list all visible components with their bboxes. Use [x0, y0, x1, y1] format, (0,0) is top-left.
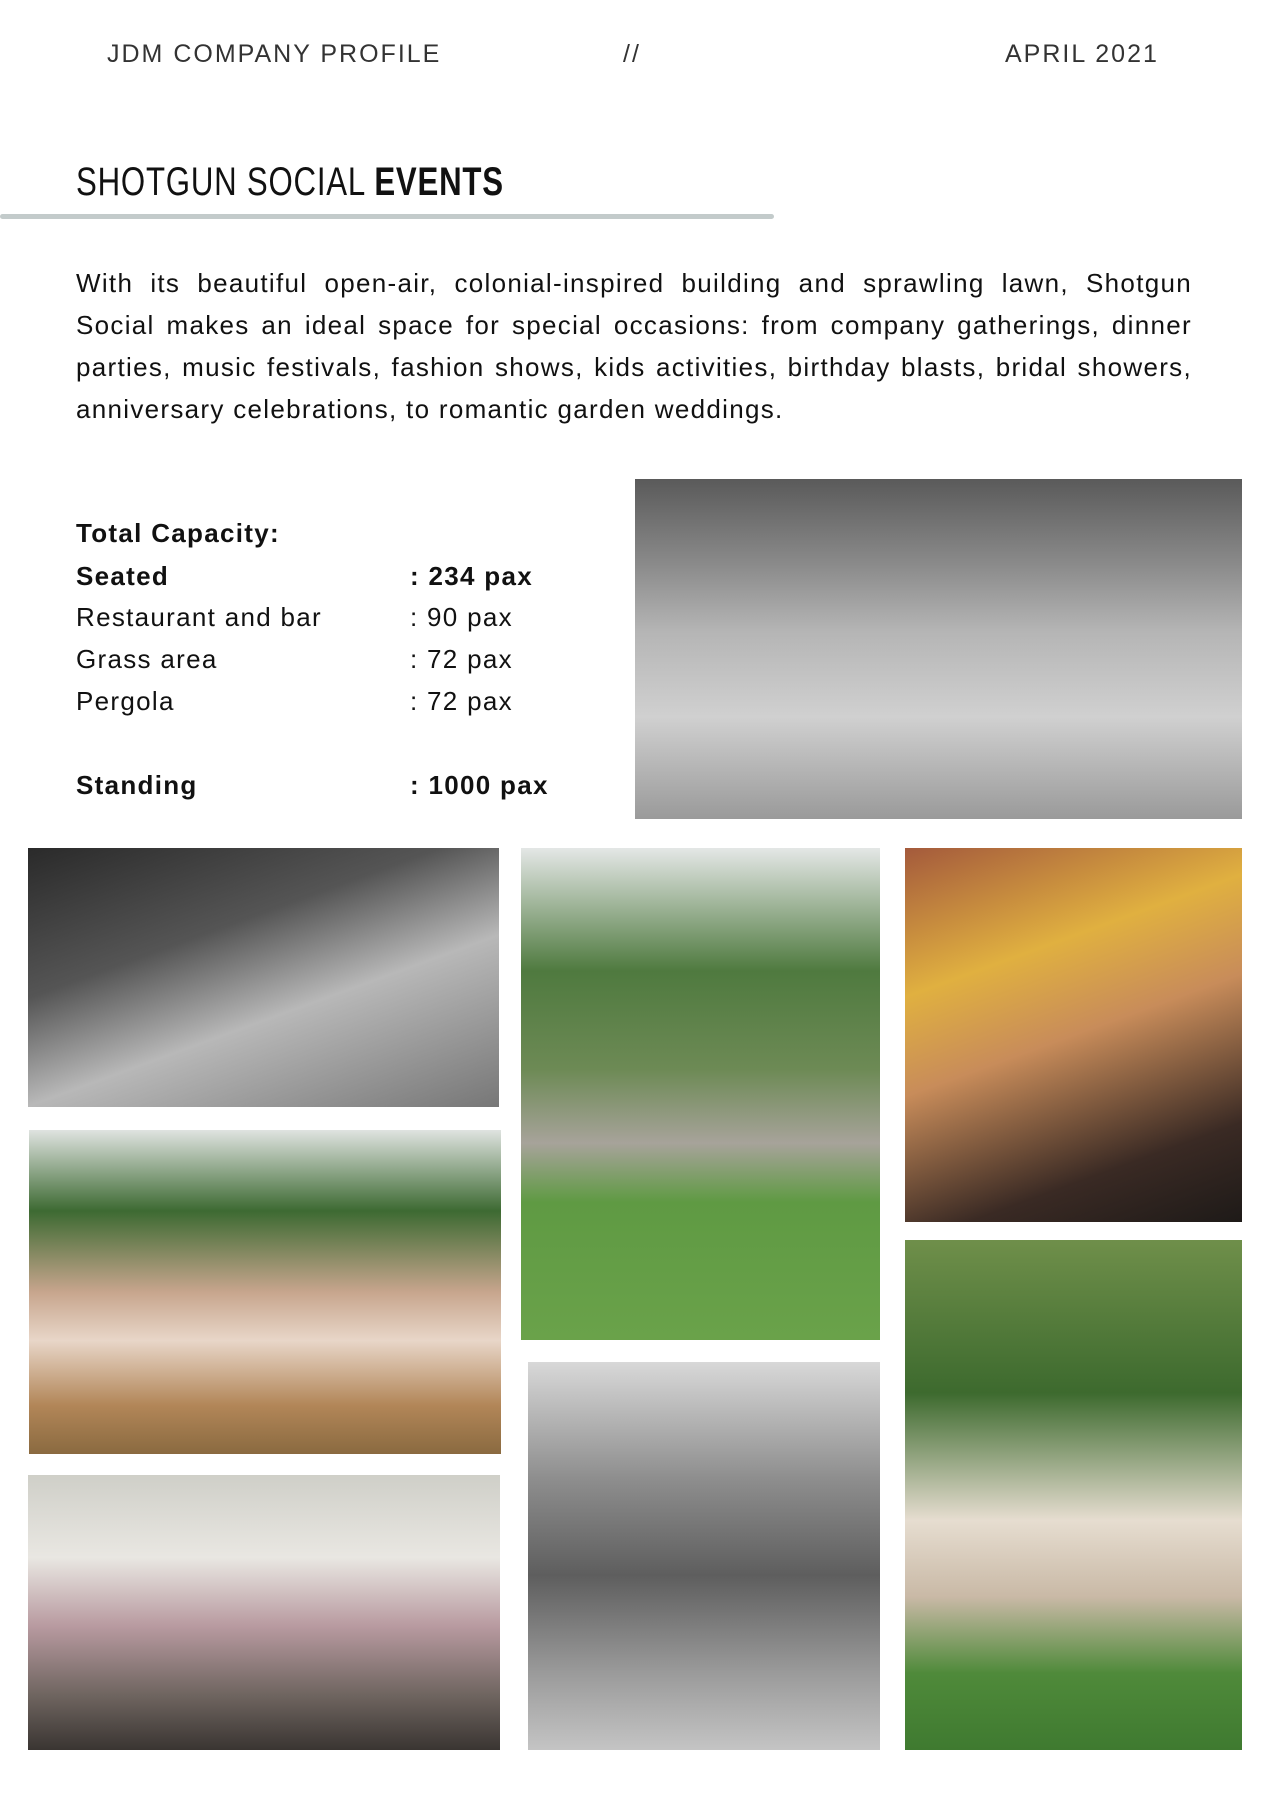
photo-lawn-dinner-setup — [521, 848, 880, 1340]
capacity-value: : 90 pax — [410, 602, 513, 632]
photo-friends-parrots — [528, 1362, 880, 1750]
capacity-label: Grass area — [76, 644, 218, 674]
photo-mural-band — [905, 848, 1242, 1222]
title-bold: EVENTS — [374, 160, 504, 204]
title-divider — [0, 214, 774, 219]
header-left: JDM COMPANY PROFILE — [107, 40, 442, 68]
intro-paragraph: With its beautiful open-air, colonial-inspired building and sprawling lawn, Shotgun Social makes an ideal space for special occasions: from company gatherings, dinner parties, music festivals, fashion shows, kids activities, birthday blasts, bridal showers, anniversary celebrations, to romantic garden weddings. — [76, 268, 1192, 424]
capacity-value: : 72 pax — [410, 686, 513, 716]
photo-garden-wedding — [905, 1240, 1242, 1750]
capacity-row-restaurant — [76, 602, 513, 633]
capacity-label: Seated — [76, 561, 170, 591]
photo-kids-show — [28, 1475, 500, 1750]
capacity-label: Restaurant and bar — [76, 602, 322, 632]
capacity-row-standing — [76, 770, 549, 801]
photo-bridal-shower — [29, 1130, 501, 1454]
capacity-label: Standing — [76, 770, 198, 800]
header-date: APRIL 2021 — [1005, 40, 1159, 68]
title-regular: SHOTGUN SOCIAL — [76, 160, 375, 204]
capacity-row-grass — [76, 644, 513, 675]
photo-birthday-table — [28, 848, 499, 1107]
capacity-label: Pergola — [76, 686, 175, 716]
photo-kids-event — [635, 479, 1242, 819]
capacity-value: : 72 pax — [410, 644, 513, 674]
capacity-heading: Total Capacity: — [76, 518, 280, 548]
header-separator: // — [623, 40, 641, 68]
capacity-row-seated — [76, 561, 533, 592]
capacity-value: : 1000 pax — [410, 770, 549, 800]
capacity-row-pergola — [76, 686, 513, 717]
page-title — [76, 160, 504, 205]
capacity-value: : 234 pax — [410, 561, 533, 591]
